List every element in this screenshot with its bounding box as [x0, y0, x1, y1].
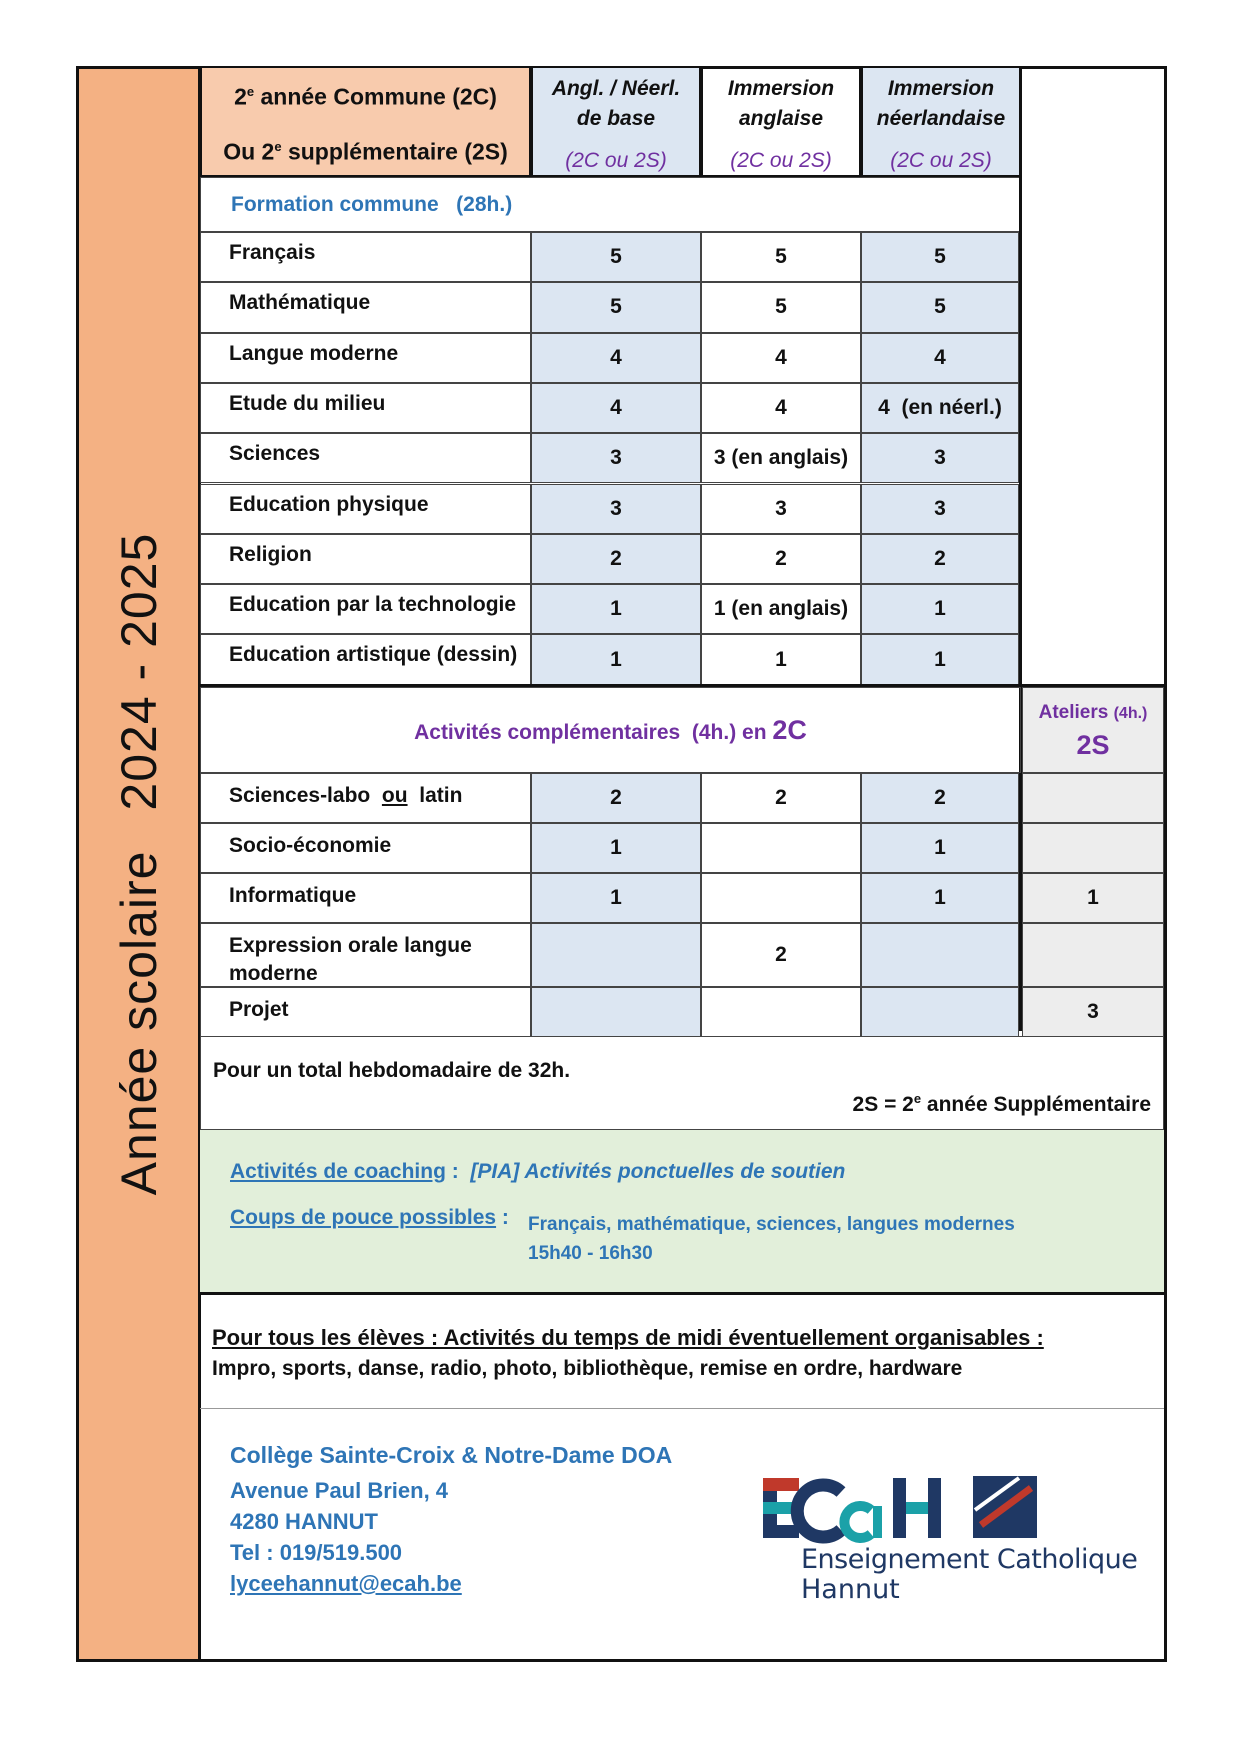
- ateliers-row-value: [1022, 773, 1164, 823]
- formation-row-value: 2: [861, 534, 1019, 584]
- total-cell: [200, 1036, 1164, 1130]
- formation-row-value: 1: [701, 634, 861, 684]
- contact-city: 4280 HANNUT: [230, 1509, 378, 1534]
- formation-row-value: 4: [861, 333, 1019, 383]
- formation-row-value: 3: [861, 433, 1019, 483]
- formation-row-label: Education physique: [200, 484, 531, 534]
- formation-row-value: 5: [701, 232, 861, 282]
- midi-title: Pour tous les élèves : Activités du temps de midi éventuellement organisables :: [212, 1325, 1044, 1350]
- formation-row-value: 4: [531, 383, 701, 433]
- activites-title-cell: [200, 687, 1021, 773]
- formation-row-value: 1 (en anglais): [701, 584, 861, 634]
- formation-row-value: 3 (en anglais): [701, 433, 861, 483]
- year-sidebar: [76, 66, 201, 1662]
- col-en-title1: Immersion: [727, 77, 835, 100]
- formation-row-value: 5: [861, 282, 1019, 332]
- header-col-immersion-nl: [861, 66, 1021, 177]
- activites-row-label: Socio-économie: [200, 823, 531, 873]
- coups-de-pouce-time: 15h40 - 16h30: [528, 1243, 653, 1264]
- coups-de-pouce-line: Coups de pouce possibles :: [230, 1206, 509, 1229]
- header-line-1: 2e année Commune (2C): [234, 83, 497, 110]
- activites-row-value: 2: [701, 773, 861, 823]
- ateliers-row-value: [1022, 823, 1164, 873]
- activites-row-value: [701, 987, 861, 1037]
- activites-row-value: 2: [861, 773, 1019, 823]
- activites-row-label: Sciences-labo ou latin: [200, 773, 531, 823]
- col-base-title2: de base: [576, 107, 656, 130]
- coups-de-pouce-details: [528, 1210, 1015, 1268]
- ateliers-title: Ateliers (4h.): [1038, 702, 1148, 723]
- header-col-base: [531, 66, 701, 177]
- activites-row-value: 2: [531, 773, 701, 823]
- formation-row-label: Mathématique: [200, 282, 531, 332]
- coups-de-pouce-subjects: Français, mathématique, sciences, langues modernes: [528, 1214, 1015, 1235]
- formation-row-value: 4: [531, 333, 701, 383]
- midi-cell: [200, 1295, 1164, 1409]
- formation-row-value: 1: [861, 634, 1019, 684]
- activites-row-label: Informatique: [200, 873, 531, 923]
- formation-row-value: 5: [701, 282, 861, 332]
- formation-row-value: 5: [531, 282, 701, 332]
- formation-row-label: Education par la technologie: [200, 584, 531, 634]
- col-base-sub: (2C ou 2S): [565, 149, 667, 172]
- contact-tel: Tel : 019/519.500: [230, 1540, 403, 1565]
- activites-row-value: [531, 923, 701, 987]
- total-text: Pour un total hebdomadaire de 32h.: [213, 1059, 571, 1082]
- total-note: $2S = 2^e$ année Supplémentaire: [852, 1091, 1151, 1116]
- activites-row-value: 1: [531, 823, 701, 873]
- activites-row-value: 1: [861, 823, 1019, 873]
- col-nl-title1: Immersion: [887, 77, 995, 100]
- formation-row-value: 3: [701, 484, 861, 534]
- formation-row-label: Sciences: [200, 433, 531, 483]
- formation-row-value: 5: [531, 232, 701, 282]
- formation-title-cell: [200, 177, 1021, 232]
- ateliers-class: 2S: [1076, 730, 1110, 760]
- logo-line-2: Hannut: [801, 1574, 900, 1605]
- formation-row-value: 1: [531, 584, 701, 634]
- formation-row-value: 1: [861, 584, 1019, 634]
- header-line-2: Ou 2e supplémentaire (2S): [223, 138, 508, 165]
- activites-row-value: 1: [531, 873, 701, 923]
- formation-row-label: Religion: [200, 534, 531, 584]
- sidebar-label: Année scolaire: [110, 850, 167, 1196]
- header-col-immersion-en: [701, 66, 861, 177]
- coaching-line: Activités de coaching : [PIA] Activités ponctuelles de soutien: [230, 1160, 846, 1183]
- formation-row-value: 2: [531, 534, 701, 584]
- ecah-logo: [763, 1470, 1138, 1610]
- ateliers-header-cell: [1022, 687, 1164, 773]
- col-base-title1: Angl. / Néerl.: [551, 77, 681, 100]
- contact-block: [230, 1440, 672, 1599]
- col-nl-title2: néerlandaise: [876, 107, 1006, 130]
- ateliers-row-value: 3: [1022, 987, 1164, 1037]
- contact-email-link[interactable]: lyceehannut@ecah.be: [230, 1571, 462, 1596]
- activites-row-value: 1: [861, 873, 1019, 923]
- contact-street: Avenue Paul Brien, 4: [230, 1478, 449, 1503]
- header-title-cell: [200, 66, 531, 177]
- formation-row-label: Etude du milieu: [200, 383, 531, 433]
- activites-row-label: Expression orale langue moderne: [200, 923, 531, 987]
- logo-line-1: Enseignement Catholique: [801, 1544, 1138, 1575]
- activites-row-value: [861, 987, 1019, 1037]
- year-sidebar-text: [110, 533, 168, 1196]
- contact-name: Collège Sainte-Croix & Notre-Dame DOA: [230, 1442, 673, 1468]
- activites-row-value: [531, 987, 701, 1037]
- formation-row-value: 3: [861, 484, 1019, 534]
- formation-row-label: Langue moderne: [200, 333, 531, 383]
- formation-row-value: 4: [701, 333, 861, 383]
- formation-row-value: 5: [861, 232, 1019, 282]
- formation-row-label: Français: [200, 232, 531, 282]
- col-nl-sub: (2C ou 2S): [890, 149, 992, 172]
- coups-de-pouce-link[interactable]: Coups de pouce possibles: [230, 1206, 497, 1229]
- coaching-link[interactable]: Activités de coaching: [230, 1160, 446, 1183]
- formation-row-value: 3: [531, 433, 701, 483]
- formation-row-value: 4 (en néerl.): [861, 383, 1019, 433]
- midi-text: Impro, sports, danse, radio, photo, bibliothèque, remise en ordre, hardware: [212, 1357, 963, 1380]
- sidebar-year: 2024 - 2025: [110, 532, 167, 811]
- ateliers-row-value: [1022, 923, 1164, 987]
- coaching-text: [PIA] Activités ponctuelles de soutien: [470, 1160, 846, 1183]
- col-en-sub: (2C ou 2S): [730, 149, 832, 172]
- activites-row-value: [701, 873, 861, 923]
- activites-row-label: Projet: [200, 987, 531, 1037]
- formation-title: Formation commune (28h.): [231, 192, 513, 216]
- formation-row-label: Education artistique (dessin): [200, 634, 531, 684]
- coaching-box: [200, 1130, 1164, 1292]
- formation-row-value: 4: [701, 383, 861, 433]
- activites-row-value: [861, 923, 1019, 987]
- activites-row-value: [701, 823, 861, 873]
- formation-row-value: 2: [701, 534, 861, 584]
- formation-row-value: 1: [531, 634, 701, 684]
- activites-row-value: 2: [701, 923, 861, 987]
- activites-title: Activités complémentaires (4h.) en 2C: [414, 714, 807, 745]
- ateliers-row-value: 1: [1022, 873, 1164, 923]
- col-en-title2: anglaise: [738, 107, 824, 130]
- formation-row-value: 3: [531, 484, 701, 534]
